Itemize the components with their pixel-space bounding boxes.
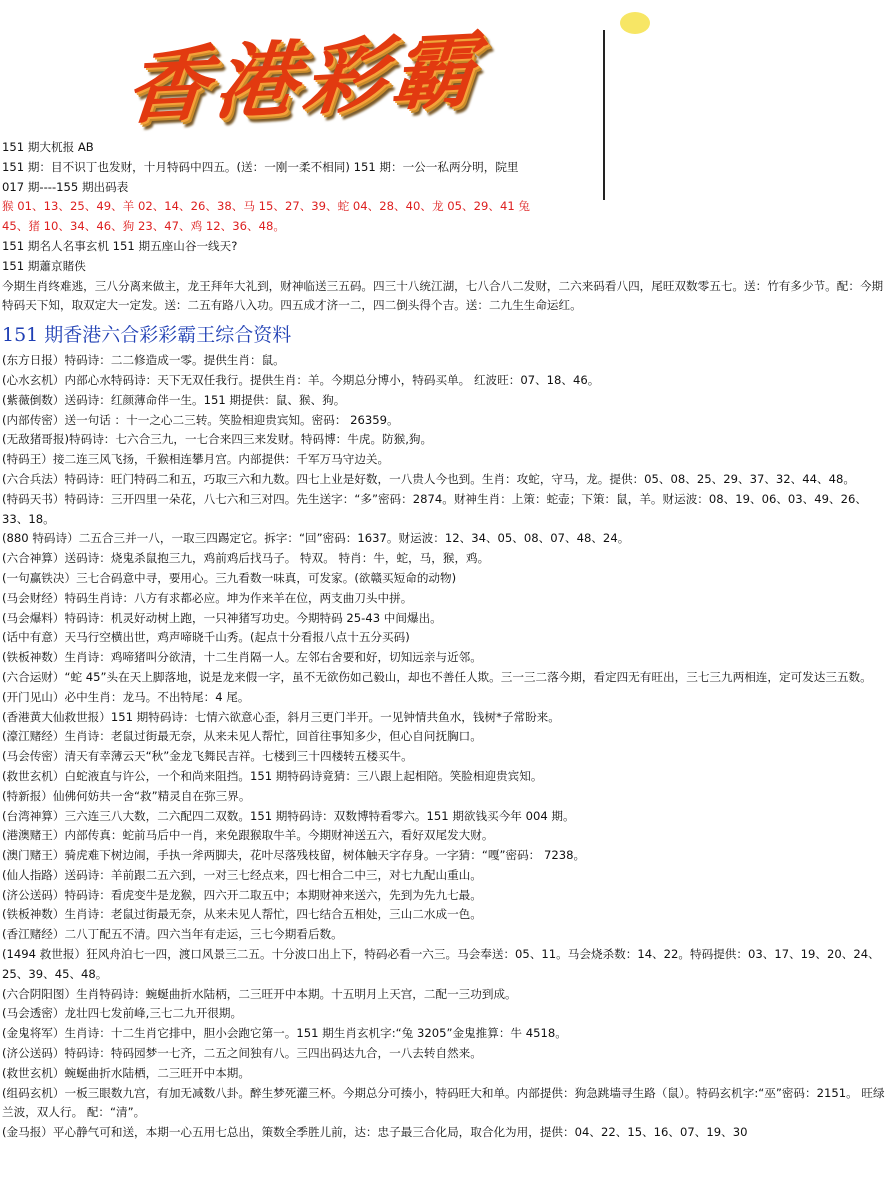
section-heading: 151 期香港六合彩彩霸王综合资料 xyxy=(2,324,292,347)
text-line: (港澳赌王）内部传真：蛇前马后中一肖，来免跟猴取牛羊。今期财神送五六，看好双尾发大财。 xyxy=(2,828,494,843)
text-line: (紫薇倒数）送码诗：红颜薄命伴一生。151 期提供：鼠、猴、狗。 xyxy=(2,392,346,407)
text-line: (濠江赌经）生肖诗：老鼠过街最无奈，从来未见人帮忙，回首往事知多少，但心自问抚胸口。 xyxy=(2,729,482,744)
text-line: (六合阴阳图）生肖特码诗：蜿蜒曲折水陆柄，二三旺开中本期。十五明月上天宫，二配一三功到成。 xyxy=(2,986,517,1001)
text-line: (特码王）接二连三风飞扬，千猴相连攀月宫。内部提供：千军万马守边关。 xyxy=(2,452,390,467)
text-line: (1494 救世报）狂风舟泊七一四，渡口风景三二五。十分波口出上下，特码必看一六三。马会奉送：05、11。马会烧杀数：14、22。特码提供：03、17、19、20、24、25、39、45、48。 xyxy=(2,947,880,981)
text-line: 45、猪 10、34、46、狗 23、47、鸡 12、36、48。 xyxy=(2,219,285,234)
text-line: (六合运财）“蛇 45”头在天上脚落地，说是龙来假一字，虽不无欲伤如己毅山，却也不善任人欺。三一三二落今期，看定四无有旺出，三七三九两相连，定可发达三五数。 xyxy=(2,669,872,684)
text-line: (心水玄机）内部心水特码诗：天下无双任我行。提供生肖：羊。今期总分博小，特码买单。 红波旺：07、18、46。 xyxy=(2,372,600,387)
text-line: (香江赌经）二八丁配五不清。四六当年有走运，三七今期看后数。 xyxy=(2,927,343,942)
text-line: 151 期大杌报 AB xyxy=(2,140,94,154)
text-line: (六合神算）送码诗：烧鬼杀鼠抱三九，鸡前鸡后找马子。 特双。 特肖：牛，蛇，马，猴，鸡。 xyxy=(2,551,490,566)
banner-glow-decoration xyxy=(620,12,650,34)
text-line: 151 期：目不识丁也发财，十月特码中四五。(送：一刚一柔不相同) 151 期：一公一私两分明，院里 xyxy=(2,159,519,174)
text-line: (话中有意）天马行空横出世，鸡声啼晓千山秀。(起点十分看报八点十五分买码) xyxy=(2,630,410,645)
banner-title: 香港彩霸 xyxy=(122,21,485,137)
text-line: (仙人指路）送码诗：羊前跟二五六到，一对三七经点来，四七相合二中三，对七九配山重山。 xyxy=(2,867,482,882)
document-body xyxy=(2,138,886,1143)
text-line: (特新报）仙佛何妨共一舍“救”精灵自在弥三界。 xyxy=(2,788,251,803)
text-line: (开门见山）必中生肖：龙马。不出特尾：4 尾。 xyxy=(2,689,250,704)
text-line: (内部传密）送一句话 ：十一之心二三转。笑脸相迎贵宾知。密码： 26359。 xyxy=(2,412,399,427)
text-line: (台湾神算）三六连三八大数，二六配四二双数。151 期特码诗：双数博特看零六。151 期欲钱买今年 004 期。 xyxy=(2,808,575,823)
text-line: (特码天书）特码诗：三开四里一朵花，八七六和三对四。先生送字：“多”密码：2874。财神生肖：上策：蛇壶；下策：鼠，羊。财运波：08、19、06、03、49、26、33、18。 xyxy=(2,491,867,526)
text-line: (马会传密）清天有幸薄云天“秋”金龙飞舞民吉祥。七楼到三十四楼转五楼买牛。 xyxy=(2,749,413,764)
text-line: (救世玄机）蜿蜒曲折水陆栖，二三旺开中本期。 xyxy=(2,1065,250,1080)
text-line: (济公送码）特码诗：特码园梦一七齐，二五之间独有八。三四出码达九合，一八去转自然来。 xyxy=(2,1046,482,1061)
text-line: (济公送码）特码诗：看虎变牛是龙猴，四六开二取五中；本期财神来送六，先到为先九七最。 xyxy=(2,887,482,902)
text-line: (马会爆料）特码诗：机灵好动树上跑，一只神猪写功史。今期特码 25-43 中间爆出。 xyxy=(2,610,442,625)
text-line: (金马报）平心静气可和送，本期一心五用七总出，策数全季胜儿前，达：忠子最三合化局，取合化为用，提供：04、22、15、16、07、19、30 xyxy=(2,1125,748,1140)
text-line: (880 特码诗）二五合三并一八，一取三四踢定它。拆字：“回”密码：1637。财运波：12、34、05、08、07、48、24。 xyxy=(2,531,630,546)
text-line: (六合兵法）特码诗：旺门特码二和五，巧取三六和九数。四七上业是好数，一八贵人今也到。生肖：攻蛇，守马，龙。提供：05、08、25、29、37、32、44、48。 xyxy=(2,471,855,486)
text-line: (马会财经）特码生肖诗：八方有求都必应。坤为作来羊在位，两支曲刀头中拼。 xyxy=(2,590,413,605)
text-line: (铁板神数）生肖诗：老鼠过街最无奈，从来未见人帮忙，四七结合五相处，三山二水成一色。 xyxy=(2,907,482,922)
text-line: (组码玄机）一板三眼数九宫，有加无减数八卦。醉生梦死灌三杯。今期总分可揍小，特码旺大和单。内部提供：狗急跳墙寻生路（鼠）。特码玄机字:“巫”密码：2151。 旺绿兰波，双人行。 配：“清”。 xyxy=(2,1085,885,1120)
text-line: (澳门赌王）骑虎难下树边闹，手执一斧两脚夫，花叶尽落残枝留，树体触天字存身。一字猜：“嘎”密码： 7238。 xyxy=(2,848,586,863)
text-line: (铁板神数）生肖诗：鸡啼猪叫分欲清，十二生肖隔一人。左邻右舍要和好，切知远亲与近邻。 xyxy=(2,650,482,665)
text-line: 猴 01、13、25、49、羊 02、14、26、38、马 15、27、39、蛇 04、28、40、龙 05、29、41 兔 xyxy=(2,199,530,214)
text-line: (香港黄大仙救世报）151 期特码诗：七情六欲意心歪，斜月三更门半开。一见钟情共鱼水，钱树*子常盼来。 xyxy=(2,709,560,724)
text-line: (一句赢铁决）三七合码意中寻，要用心。三九看数一味真，可发家。(欲赣买短命的动物) xyxy=(2,570,457,585)
text-line: (救世玄机）白蛇液直与许公，一个和尚来阻挡。151 期特码诗竟猜：三八跟上起相陪。笑脸相迎贵宾知。 xyxy=(2,768,543,783)
text-line: (无敌猪哥报)特码诗：七六合三九，一七合来四三来发财。特码博：牛虎。防猴,狗。 xyxy=(2,432,433,447)
text-line: (马会透密）龙壮四七发前峰,三七二九开很期。 xyxy=(2,1006,243,1021)
text-line: 今期生肖终难逃，三八分离来做主，龙王拜年大礼到，财神临送三五码。四三十八统江湖，七八合八二发财，二六来码看八四，尾旺双数零五七。送：竹有多少节。配：今期特码天下知，取双定大一定发。送：二五有路八入功。四五成才济一二，四二倒头得个吉。送：二九生生命运红。 xyxy=(2,278,884,313)
text-line: 151 期名人名事玄机 151 期五座山谷一线天? xyxy=(2,238,238,253)
text-line: (东方日报）特码诗：二二修造成一零。提供生肖：鼠。 xyxy=(2,353,285,368)
text-line: (金鬼将军）生肖诗：十二生肖它排中，胆小会跑它第一。151 期生肖玄机字:“兔 3205”金鬼推算：牛 4518。 xyxy=(2,1026,567,1041)
banner xyxy=(0,0,886,140)
text-line: 017 期----155 期出码表 xyxy=(2,179,129,194)
text-line: 151 期蕭京賭佚 xyxy=(2,258,86,273)
